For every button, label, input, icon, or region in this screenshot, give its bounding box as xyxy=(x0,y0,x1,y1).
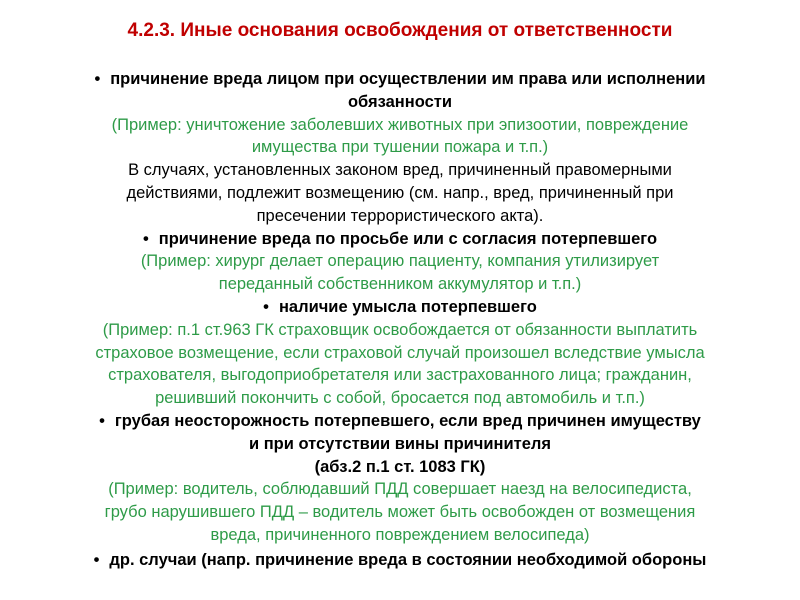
bullet-item-4-text-1: грубая неосторожность потерпевшего, если вред причинен имуществу xyxy=(114,411,701,430)
bullet-item-1-line-1 xyxy=(8,68,792,91)
example-3-line-4: решивший покончить с собой, бросается под автомобиль и т.п.) xyxy=(155,389,645,408)
bullet-item-4-citation: (абз.2 п.1 ст. 1083 ГК) xyxy=(314,457,486,476)
bullet-item-5 xyxy=(8,549,792,572)
note-line-2: действиями, подлежит возмещению (см. напр., вред, причиненный при xyxy=(126,183,674,202)
example-1-line-2: имущества при тушении пожара и т.п.) xyxy=(251,138,549,157)
bullet-item-3 xyxy=(8,296,792,319)
bullet-marker-5: • xyxy=(93,550,100,569)
example-2-line-1: (Пример: хирург делает операцию пациенту, компания утилизирует xyxy=(140,252,660,271)
bullet-marker-3: • xyxy=(263,297,269,316)
note-line-1: В случаях, установленных законом вред, причиненный правомерными xyxy=(128,161,672,180)
bullet-marker-4: • xyxy=(99,411,105,430)
example-2-line-2: переданный собственником аккумулятор и т.п.) xyxy=(218,275,582,294)
example-4-line-1: (Пример: водитель, соблюдавший ПДД совершает наезд на велосипедиста, xyxy=(108,480,692,499)
note-line-3: пресечении террористического акта). xyxy=(256,206,544,225)
example-4-line-3: вреда, причиненного повреждением велосипеда) xyxy=(210,525,590,544)
bullet-marker-1: • xyxy=(94,70,101,88)
bullet-item-4-line-2: и при отсутствии вины причинителя xyxy=(248,434,552,453)
bullet-item-1-line-2: обязанности xyxy=(347,92,453,111)
example-3-line-3: страхователя, выгодоприобретателя или застрахованного лица; гражданин, xyxy=(108,366,692,385)
slide-title: 4.2.3. Иные основания освобождения от ответственности xyxy=(127,20,673,41)
example-1-line-1: (Пример: уничтожение заболевших животных при эпизоотии, повреждение xyxy=(111,115,689,134)
bullet-item-4-line-1 xyxy=(8,410,792,433)
bullet-item-5-text: др. случаи (напр. причинение вреда в состоянии необходимой обороны xyxy=(109,550,707,569)
slide-content xyxy=(8,68,792,572)
example-3-line-2: страховое возмещение, если страховой случай произошел вследствие умысла xyxy=(95,343,705,362)
bullet-item-1-text-1: причинение вреда лицом при осуществлении им права или исполнении xyxy=(110,70,706,88)
example-4-line-2: грубо нарушившего ПДД – водитель может быть освобожден от возмещения xyxy=(104,503,696,522)
bullet-marker-2: • xyxy=(142,229,149,248)
bullet-item-2-text: причинение вреда по просьбе или с согласия потерпевшего xyxy=(158,229,658,248)
bullet-item-2 xyxy=(8,228,792,251)
bullet-item-3-text: наличие умысла потерпевшего xyxy=(278,297,537,316)
example-3-line-1: (Пример: п.1 ст.963 ГК страховщик освобождается от обязанности выплатить xyxy=(102,320,698,339)
